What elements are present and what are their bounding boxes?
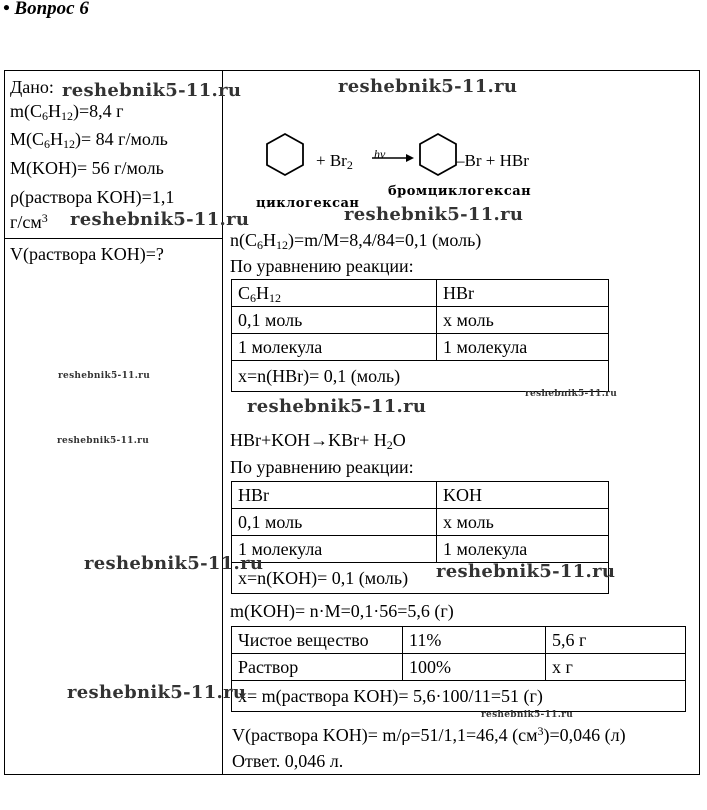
table-cell: 1 молекула [437, 334, 609, 361]
table-cell: 0,1 моль [232, 509, 437, 536]
watermark: reshebnik5-11.ru [62, 80, 242, 101]
bromocyclohexane-ring [420, 134, 456, 175]
table-cell: x г [546, 654, 686, 681]
table-result: x= m(раствора KOH)= 5,6·100/11=51 (г) [232, 681, 686, 712]
table-result: x=n(HBr)= 0,1 (моль) [232, 361, 609, 392]
label-cyclohexane: циклогексан [256, 196, 360, 211]
watermark: reshebnik5-11.ru [436, 561, 616, 582]
table-cell: 5,6 г [546, 627, 686, 654]
by-equation-2: По уравнению реакции: [230, 457, 414, 477]
table-cell: 0,1 моль [232, 307, 437, 334]
table-cell: KOH [437, 482, 609, 509]
column-divider [222, 70, 223, 775]
table-cell: HBr [232, 482, 437, 509]
table-row [232, 280, 609, 307]
table-cell: x моль [437, 307, 609, 334]
table-cell: 100% [403, 654, 546, 681]
reaction-2: $HBr+KOH\to KBr+ H_2O$ [230, 430, 406, 452]
table-row [232, 681, 686, 712]
watermark: reshebnik5-11.ru [67, 682, 247, 703]
table-row [232, 509, 609, 536]
table-cell: HBr [437, 280, 609, 307]
final-answer: Ответ. 0,046 л. [232, 751, 344, 771]
table-row [232, 307, 609, 334]
table-row [232, 361, 609, 392]
given-molar-mass-c6h12: $M(C_6H_{12})= 84$ г/моль [10, 129, 168, 151]
volume-solution: V(раствора KOH)= m/ρ=51/1,1=46,4 $(см^3)=0,046$ (л) [232, 724, 626, 745]
watermark: reshebnik5-11.ru [84, 553, 264, 574]
reaction-arrowhead [406, 154, 414, 162]
table-cell: $C_6H_{12}$ [232, 280, 437, 307]
given-density: ρ(раствора KOH)=1,1 [10, 187, 175, 207]
table-row [232, 654, 686, 681]
table-cell: x моль [437, 509, 609, 536]
watermark: reshebnik5-11.ru [70, 209, 250, 230]
table-cell: Раствор [232, 654, 403, 681]
table-row [232, 334, 609, 361]
find-volume: V(раствора KOH)=? [10, 244, 164, 264]
mass-koh: m(KOH)= n·M=0,1·56=5,6 (г) [230, 601, 454, 621]
given-label: Дано: [10, 77, 54, 97]
table-row [232, 536, 609, 563]
moles-c6h12: $n(C_6H_{12})=m/M=8,4/84=0,1$ (моль) [230, 230, 482, 252]
watermark: reshebnik5-11.ru [247, 396, 427, 417]
watermark: reshebnik5-11.ru [344, 204, 524, 225]
light-condition: hν [374, 147, 386, 161]
given-density-unit: $г/см^3$ [10, 211, 48, 232]
watermark: reshebnik5-11.ru [58, 371, 151, 381]
table-result: x=n(KOH)= 0,1 (моль) [232, 563, 609, 594]
table-cell: 1 молекула [437, 536, 609, 563]
watermark: reshebnik5-11.ru [525, 389, 618, 399]
by-equation-1: По уравнению реакции: [230, 256, 414, 276]
watermark: reshebnik5-11.ru [57, 436, 150, 446]
given-divider [4, 238, 223, 239]
label-bromocyclohexane: бромциклогексан [388, 184, 532, 199]
watermark: reshebnik5-11.ru [481, 710, 574, 720]
reagent-br2: + $Br_2$ [316, 151, 353, 172]
table-row [232, 482, 609, 509]
given-mass-c6h12: $m(C_6H_{12})=8,4$ г [10, 101, 124, 123]
table-cell: 1 молекула [232, 536, 437, 563]
table-cell: Чистое вещество [232, 627, 403, 654]
question-title: • Вопрос 6 [3, 0, 89, 19]
given-molar-mass-koh: M(KOH)= 56 г/моль [10, 158, 164, 178]
watermark: reshebnik5-11.ru [338, 76, 518, 97]
table-cell: 11% [403, 627, 546, 654]
reaction-products: –Br + HBr [456, 151, 529, 170]
table-cell: 1 молекула [232, 334, 437, 361]
proportion-table-1 [231, 279, 609, 392]
table-row [232, 627, 686, 654]
cyclohexane-ring [267, 134, 303, 175]
proportion-table-3 [231, 626, 686, 712]
